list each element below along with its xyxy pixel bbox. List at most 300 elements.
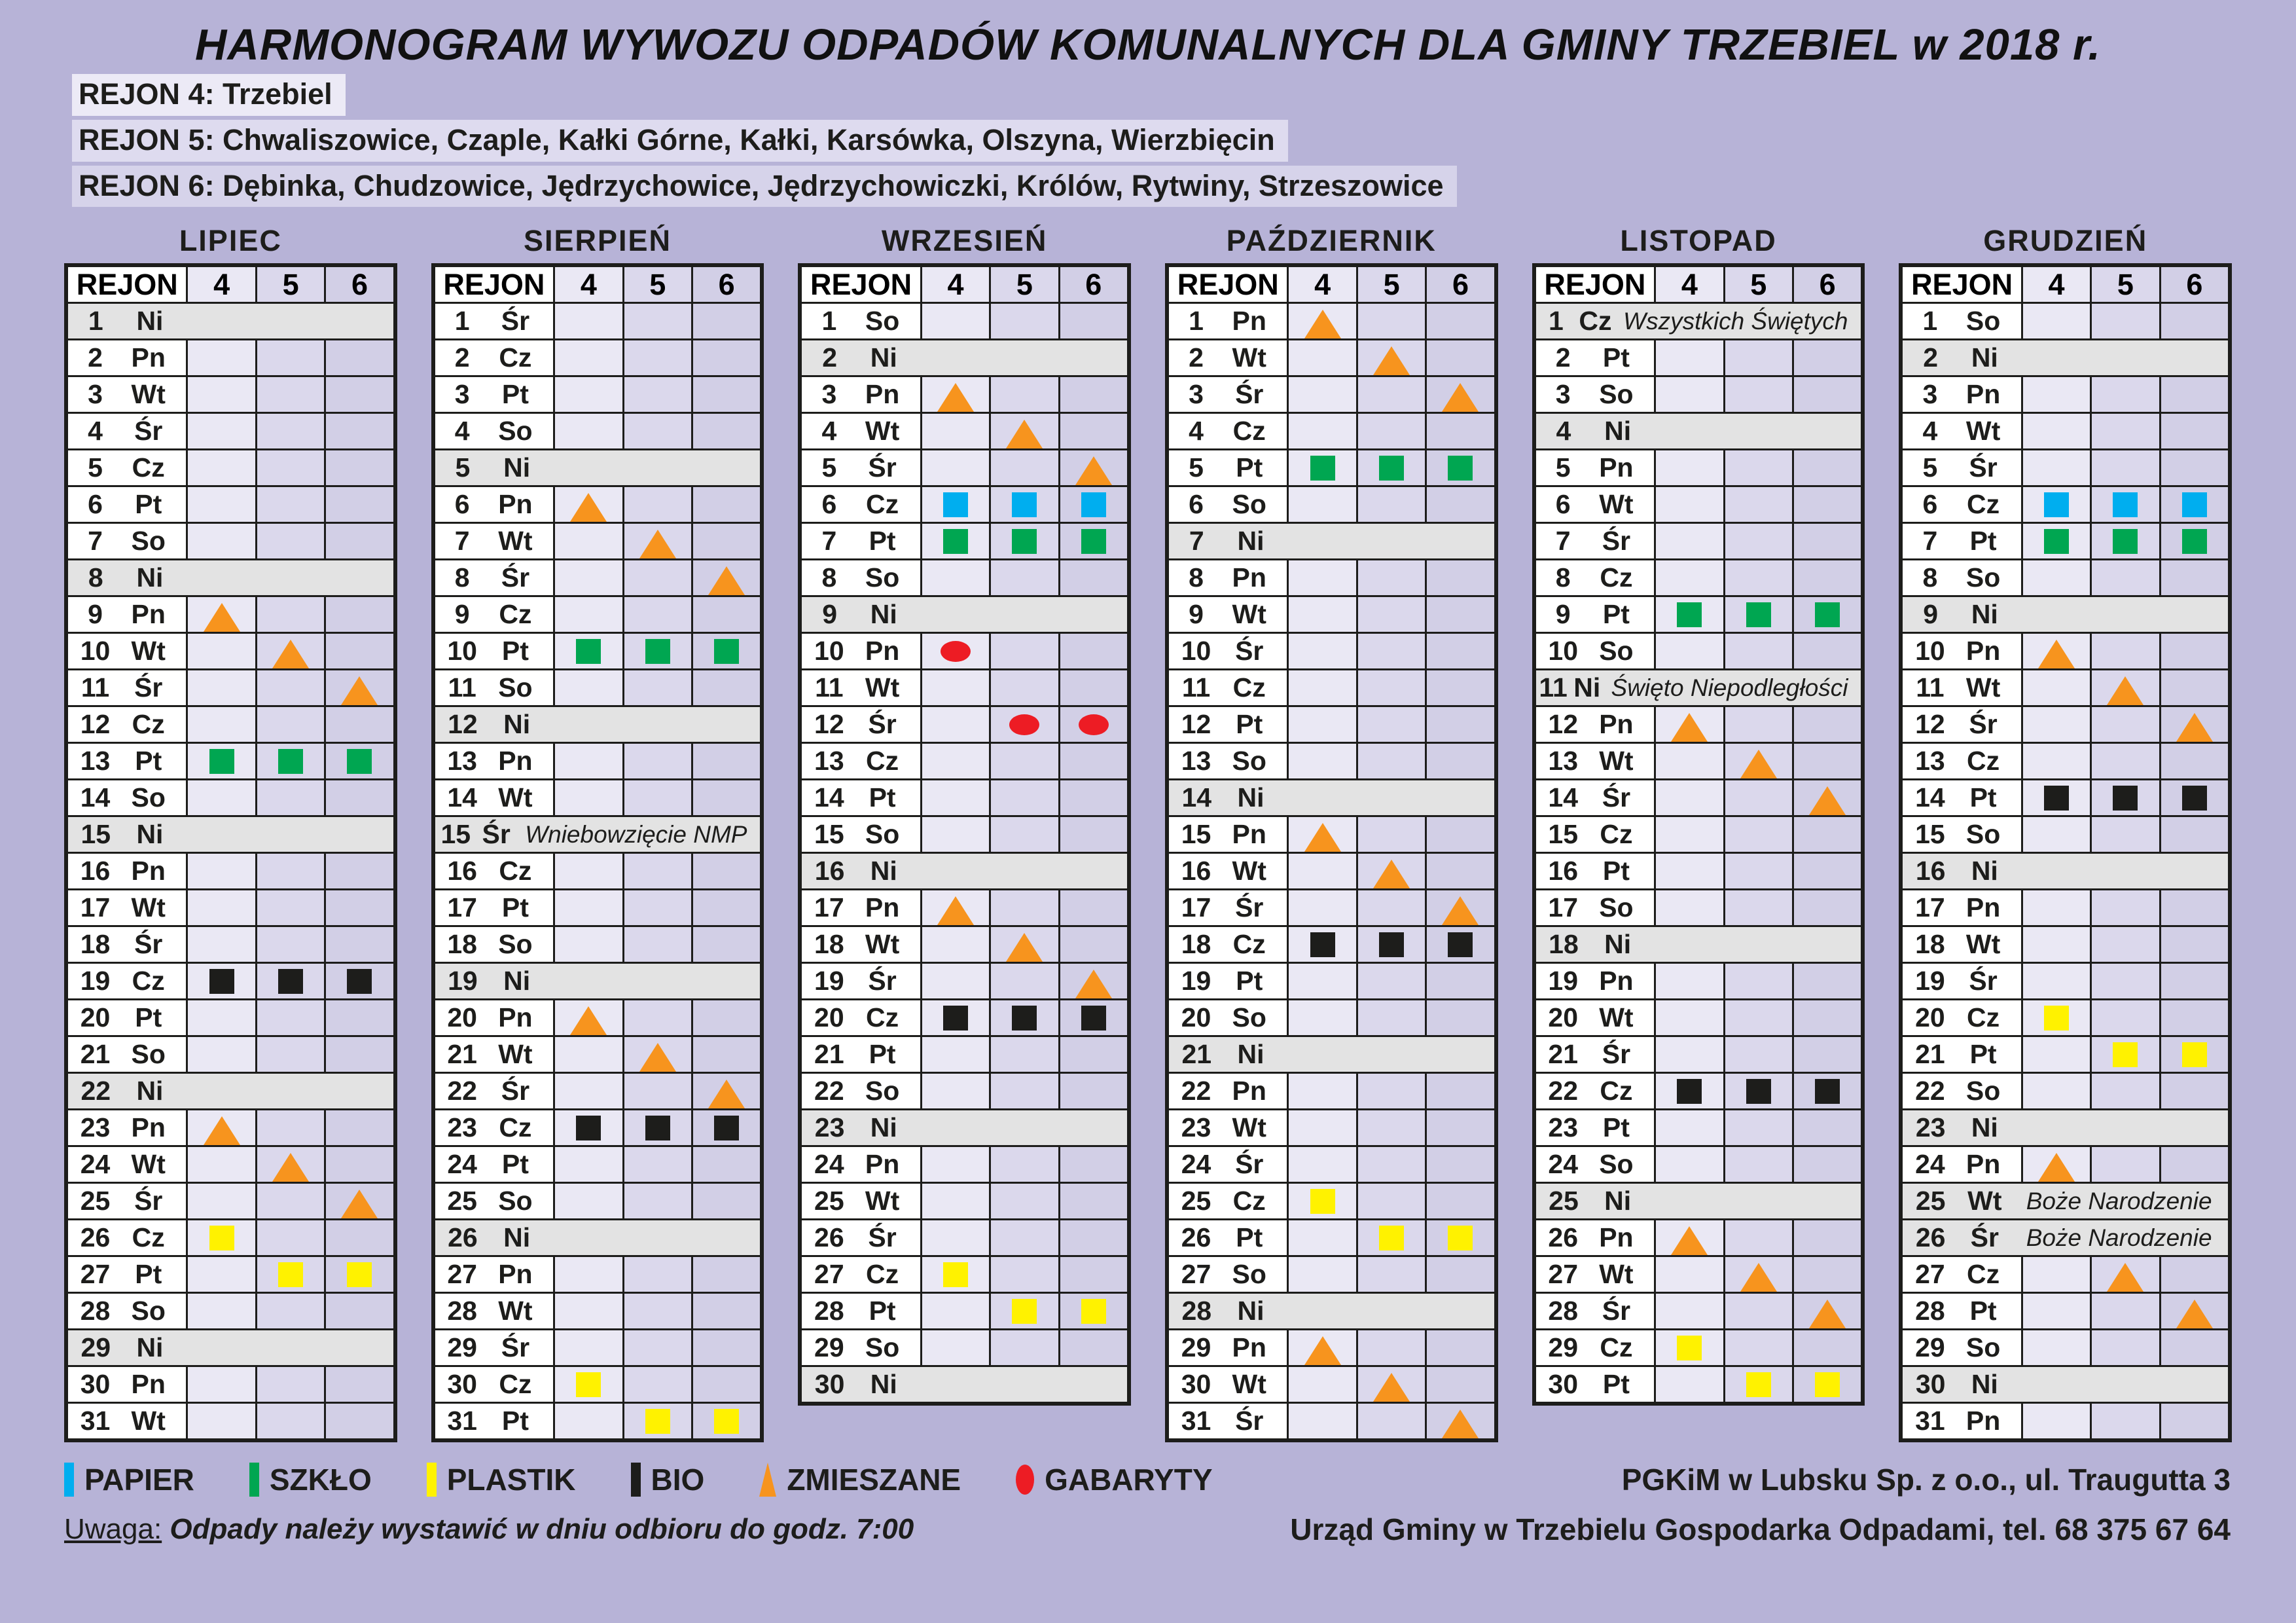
collection-cell-rejon-6: [2160, 523, 2230, 560]
day-number: 4: [821, 416, 837, 447]
day-row: [433, 743, 762, 780]
day-number: 23: [814, 1112, 845, 1143]
months-row: [64, 224, 2232, 1442]
day-label-cell: [1901, 926, 2022, 963]
day-number: 13: [1181, 746, 1211, 776]
sunday-row-cell: [66, 816, 395, 853]
collection-cell-rejon-5: [623, 560, 692, 596]
day-weekday: Cz: [1232, 672, 1266, 703]
collection-cell-rejon-4: [921, 670, 990, 706]
day-number: 5: [821, 452, 837, 483]
day-label-cell: [1534, 963, 1655, 1000]
collection-cell-rejon-4: [187, 1256, 256, 1293]
day-number: 11: [1916, 672, 1945, 703]
collection-cell-rejon-4: [554, 486, 623, 523]
day-row: [1167, 1073, 1496, 1110]
day-number: 9: [1555, 599, 1571, 630]
collection-cell-rejon-5: [623, 596, 692, 633]
day-weekday: Pt: [1602, 1112, 1630, 1143]
collection-cell-rejon-4: [187, 596, 256, 633]
day-row: [1167, 706, 1496, 743]
day-weekday: Pt: [1236, 1222, 1263, 1253]
collection-cell-rejon-6: [325, 523, 395, 560]
day-weekday: Pn: [131, 1369, 166, 1400]
collection-cell-rejon-6: [692, 523, 762, 560]
collection-cell-rejon-5: [2091, 1256, 2160, 1293]
day-row: [66, 1403, 395, 1441]
day-label-cell: [433, 376, 554, 413]
day-weekday: Śr: [1602, 1296, 1631, 1326]
collection-cell-rejon-4: [1288, 486, 1357, 523]
collection-cell-rejon-5: [2091, 633, 2160, 670]
marker-zmieszane-triangle: [937, 383, 974, 412]
collection-cell-rejon-4: [1288, 926, 1357, 963]
day-number: 26: [1181, 1222, 1211, 1253]
collection-cell-rejon-6: [1793, 1146, 1863, 1183]
rejon-6-column-header: 6: [692, 265, 762, 303]
holiday-name: Boże Narodzenie: [2026, 1224, 2212, 1251]
day-weekday: Cz: [499, 1369, 532, 1400]
day-label-cell: [66, 523, 187, 560]
day-weekday: Ni: [1971, 1369, 1998, 1400]
day-weekday: Pt: [1236, 452, 1263, 483]
collection-cell-rejon-6: [325, 926, 395, 963]
day-weekday: Pn: [498, 1002, 533, 1033]
day-number: 22: [81, 1076, 111, 1106]
day-weekday: Pn: [1965, 379, 2001, 410]
collection-cell-rejon-4: [1655, 1293, 1724, 1330]
day-number: 25: [1915, 1186, 1946, 1216]
day-weekday: Śr: [1235, 1406, 1264, 1436]
marker-zmieszane-triangle: [1304, 1336, 1341, 1365]
collection-cell-rejon-5: [1357, 1220, 1426, 1256]
collection-cell-rejon-4: [2022, 450, 2090, 486]
day-label-cell: [1167, 1403, 1288, 1441]
region-4-line: [72, 74, 2296, 116]
day-label-cell: [1167, 1000, 1288, 1036]
day-number: 9: [454, 599, 470, 630]
day-label-cell: [1167, 853, 1288, 890]
day-weekday: Ni: [503, 709, 531, 740]
collection-cell-rejon-4: [187, 780, 256, 816]
collection-cell-rejon-5: [2091, 1036, 2160, 1073]
day-number: 18: [80, 929, 111, 960]
day-number: 21: [447, 1039, 477, 1070]
day-weekday: Śr: [868, 966, 897, 996]
day-label-cell: [66, 890, 187, 926]
day-label-cell: [800, 1183, 921, 1220]
rejon-4-column-header: 4: [921, 265, 990, 303]
collection-cell-rejon-6: [1059, 963, 1129, 1000]
collection-cell-rejon-5: [256, 963, 325, 1000]
day-weekday: Pn: [131, 342, 166, 373]
collection-cell-rejon-5: [990, 780, 1059, 816]
day-label-cell: [1167, 743, 1288, 780]
day-row: [1167, 1256, 1496, 1293]
collection-cell-rejon-4: [1288, 1256, 1357, 1293]
day-label: [1903, 1369, 2023, 1400]
collection-cell-rejon-6: [1059, 1220, 1129, 1256]
rejon-4-column-header: 4: [554, 265, 623, 303]
day-weekday: So: [1232, 746, 1266, 776]
header-row: [1534, 265, 1863, 303]
day-label-cell: [433, 1293, 554, 1330]
day-weekday: Cz: [1232, 416, 1266, 447]
collection-cell-rejon-6: [1793, 523, 1863, 560]
day-row: [800, 523, 1129, 560]
collection-cell-rejon-5: [623, 1330, 692, 1366]
day-number: 30: [447, 1369, 477, 1400]
collection-cell-rejon-6: [1426, 890, 1496, 926]
day-label-cell: [433, 926, 554, 963]
collection-cell-rejon-5: [256, 1000, 325, 1036]
collection-cell-rejon-5: [2091, 743, 2160, 780]
day-label-cell: [1901, 816, 2022, 853]
day-label-cell: [66, 743, 187, 780]
day-number: 27: [1915, 1259, 1945, 1290]
day-row: [66, 413, 395, 450]
marker-bio-square: [576, 1116, 601, 1140]
collection-cell-rejon-5: [1724, 376, 1793, 413]
collection-cell-rejon-4: [2022, 706, 2090, 743]
rejon-header-cell: REJON: [66, 265, 187, 303]
day-label-cell: [800, 1220, 921, 1256]
collection-cell-rejon-6: [1426, 1256, 1496, 1293]
collection-cell-rejon-6: [692, 1036, 762, 1073]
day-label-cell: [433, 1146, 554, 1183]
rejon-4-column-header: 4: [2022, 265, 2090, 303]
day-number: 31: [80, 1406, 111, 1436]
day-weekday: So: [131, 1039, 166, 1070]
collection-cell-rejon-6: [2160, 706, 2230, 743]
day-row: [66, 486, 395, 523]
collection-cell-rejon-5: [256, 743, 325, 780]
day-weekday: So: [498, 672, 533, 703]
sunday-row-cell: [1534, 670, 1863, 706]
collection-cell-rejon-5: [1357, 743, 1426, 780]
day-number: 6: [454, 489, 470, 520]
day-number: 3: [88, 379, 103, 410]
marker-bio-square: [2044, 786, 2069, 811]
day-row: [1534, 853, 1863, 890]
day-row: [66, 780, 395, 816]
day-row: [433, 853, 762, 890]
rejon-4-column-header: 4: [1288, 265, 1357, 303]
marker-szklo-square: [1012, 529, 1037, 554]
collection-cell-rejon-4: [1288, 560, 1357, 596]
day-weekday: Pt: [1236, 709, 1263, 740]
collection-cell-rejon-4: [1288, 1366, 1357, 1403]
marker-papier-square: [1081, 492, 1106, 517]
collection-cell-rejon-6: [1059, 890, 1129, 926]
marker-papier-square: [2044, 492, 2069, 517]
day-label: [68, 819, 188, 850]
day-label-cell: [433, 523, 554, 560]
day-number: 21: [1181, 1039, 1212, 1070]
marker-zmieszane-triangle: [2107, 1263, 2144, 1292]
collection-cell-rejon-6: [2160, 1330, 2230, 1366]
day-weekday: Ni: [503, 452, 531, 483]
sunday-row-cell: [433, 1220, 762, 1256]
marker-zmieszane-triangle: [1304, 823, 1341, 852]
collection-cell-rejon-6: [1793, 1256, 1863, 1293]
day-weekday: Cz: [1232, 1186, 1266, 1216]
collection-cell-rejon-5: [1724, 596, 1793, 633]
note-label: Uwaga:: [64, 1513, 162, 1546]
collection-cell-rejon-6: [1793, 340, 1863, 376]
day-label-cell: [66, 340, 187, 376]
day-weekday: Śr: [1970, 1222, 1999, 1253]
month-title: SIERPIEŃ: [523, 224, 672, 258]
day-number: 29: [81, 1332, 111, 1363]
day-weekday: Ni: [870, 1112, 897, 1143]
collection-cell-rejon-4: [921, 1036, 990, 1073]
marker-plastik-square: [943, 1262, 968, 1287]
day-row: [800, 963, 1129, 1000]
collection-cell-rejon-6: [1059, 1183, 1129, 1220]
collection-cell-rejon-4: [921, 486, 990, 523]
day-weekday: Cz: [866, 489, 899, 520]
collection-cell-rejon-4: [1655, 1330, 1724, 1366]
day-weekday: Śr: [1235, 636, 1264, 666]
collection-cell-rejon-6: [692, 743, 762, 780]
day-row: [66, 1036, 395, 1073]
collection-cell-rejon-4: [554, 1403, 623, 1441]
collection-cell-rejon-4: [1655, 890, 1724, 926]
marker-plastik-square: [278, 1262, 303, 1287]
day-row: [1901, 523, 2230, 560]
collection-cell-rejon-5: [1357, 486, 1426, 523]
day-label-cell: [66, 706, 187, 743]
day-weekday: Cz: [1600, 1076, 1633, 1106]
collection-cell-rejon-4: [187, 486, 256, 523]
marker-szklo-square: [2182, 529, 2207, 554]
day-weekday: So: [131, 782, 166, 813]
region-6-line: [72, 166, 2296, 208]
day-label: [435, 819, 526, 850]
collection-cell-rejon-5: [256, 1110, 325, 1146]
day-number: 23: [1915, 1112, 1946, 1143]
collection-cell-rejon-4: [187, 743, 256, 780]
collection-cell-rejon-6: [1793, 853, 1863, 890]
day-number: 12: [1548, 709, 1578, 740]
collection-cell-rejon-4: [1288, 1403, 1357, 1441]
day-row: [1167, 596, 1496, 633]
collection-cell-rejon-5: [1724, 1330, 1793, 1366]
day-number: 4: [1922, 416, 1938, 447]
collection-cell-rejon-4: [921, 1000, 990, 1036]
day-number: 21: [80, 1039, 111, 1070]
day-row: [433, 596, 762, 633]
collection-cell-rejon-5: [2091, 926, 2160, 963]
collection-cell-rejon-4: [1288, 633, 1357, 670]
day-weekday: Pt: [1236, 966, 1263, 996]
day-number: 12: [80, 709, 111, 740]
day-number: 12: [1915, 709, 1945, 740]
collection-cell-rejon-5: [1357, 890, 1426, 926]
collection-cell-rejon-6: [1426, 1110, 1496, 1146]
day-row: [1167, 560, 1496, 596]
sunday-row-cell: [800, 340, 1129, 376]
day-number: 2: [454, 342, 470, 373]
sunday-row-cell: [1167, 780, 1496, 816]
marker-plastik-square: [1012, 1299, 1037, 1324]
collection-cell-rejon-4: [1288, 1000, 1357, 1036]
day-row: [1901, 340, 2230, 376]
collection-cell-rejon-5: [990, 1330, 1059, 1366]
day-label: [802, 342, 922, 373]
day-row: [800, 1036, 1129, 1073]
collection-cell-rejon-5: [2091, 376, 2160, 413]
collection-cell-rejon-5: [2091, 486, 2160, 523]
collection-cell-rejon-6: [1059, 523, 1129, 560]
day-label-cell: [1901, 523, 2022, 560]
collection-cell-rejon-5: [990, 743, 1059, 780]
collection-cell-rejon-4: [1655, 1000, 1724, 1036]
day-number: 15: [81, 819, 111, 850]
collection-cell-rejon-5: [256, 1036, 325, 1073]
collection-cell-rejon-5: [623, 1146, 692, 1183]
day-weekday: Wt: [1967, 1186, 2002, 1216]
day-row: [433, 926, 762, 963]
collection-cell-rejon-4: [554, 413, 623, 450]
day-label-cell: [1534, 890, 1655, 926]
day-label-cell: [433, 1073, 554, 1110]
marker-zmieszane-triangle: [2038, 1153, 2075, 1182]
day-row: [433, 1366, 762, 1403]
day-label-cell: [1534, 1146, 1655, 1183]
day-label-cell: [1901, 1293, 2022, 1330]
collection-cell-rejon-4: [921, 1183, 990, 1220]
day-row: [800, 1000, 1129, 1036]
day-row: [1901, 1293, 2230, 1330]
day-label-cell: [1534, 633, 1655, 670]
collection-cell-rejon-6: [1059, 486, 1129, 523]
collection-cell-rejon-6: [1426, 1330, 1496, 1366]
day-label-cell: [1901, 1073, 2022, 1110]
collection-cell-rejon-4: [2022, 926, 2090, 963]
sunday-row-cell: [800, 596, 1129, 633]
day-number: 7: [1555, 526, 1571, 556]
marker-zmieszane-triangle: [1075, 456, 1112, 485]
day-row: [1534, 596, 1863, 633]
day-number: 16: [814, 856, 845, 886]
day-weekday: Cz: [866, 746, 899, 776]
day-label-cell: [1901, 963, 2022, 1000]
day-row: [1901, 1073, 2230, 1110]
day-weekday: Wt: [131, 379, 166, 410]
collection-cell-rejon-4: [1288, 1146, 1357, 1183]
collection-cell-rejon-4: [187, 450, 256, 486]
day-number: 12: [448, 709, 478, 740]
legend-item-zmieszane: [759, 1462, 961, 1497]
day-label-cell: [433, 596, 554, 633]
day-row: [1901, 1403, 2230, 1441]
day-row: [66, 1110, 395, 1146]
pickup-note: [64, 1513, 914, 1546]
marker-zmieszane-triangle: [1740, 750, 1777, 778]
day-weekday: So: [1965, 306, 2001, 337]
marker-plastik-square: [1081, 1299, 1106, 1324]
collection-cell-rejon-6: [1059, 303, 1129, 340]
day-weekday: Pn: [1599, 452, 1634, 483]
day-label: [1903, 1112, 2023, 1143]
collection-cell-rejon-5: [1724, 963, 1793, 1000]
collection-cell-rejon-6: [2160, 743, 2230, 780]
day-weekday: Ni: [136, 1332, 164, 1363]
collection-cell-rejon-5: [256, 1146, 325, 1183]
sunday-row-cell: [800, 1366, 1129, 1404]
day-weekday: Wt: [498, 1039, 533, 1070]
day-number: 24: [1548, 1149, 1578, 1180]
rejon-5-column-header: 5: [1357, 265, 1426, 303]
collection-cell-rejon-6: [2160, 633, 2230, 670]
collection-cell-rejon-5: [2091, 1146, 2160, 1183]
collection-cell-rejon-4: [554, 1256, 623, 1293]
day-row: [800, 376, 1129, 413]
collection-cell-rejon-5: [2091, 560, 2160, 596]
day-weekday: Śr: [134, 929, 163, 960]
day-weekday: Pt: [1602, 599, 1630, 630]
marker-bio-square: [1677, 1079, 1702, 1104]
day-row: [1167, 1146, 1496, 1183]
marker-zmieszane-triangle: [708, 1080, 745, 1108]
rejon-5-column-header: 5: [256, 265, 325, 303]
collection-cell-rejon-5: [1357, 1183, 1426, 1220]
day-weekday: Wt: [1599, 489, 1634, 520]
day-label-cell: [1534, 486, 1655, 523]
day-weekday: Pn: [1965, 636, 2001, 666]
day-label-cell: [1901, 376, 2022, 413]
day-label: [435, 966, 556, 996]
legend-item-szklo: [249, 1462, 372, 1497]
collection-cell-rejon-6: [1793, 706, 1863, 743]
collection-cell-rejon-5: [1724, 1146, 1793, 1183]
sunday-row-cell: [66, 1073, 395, 1110]
day-number: 16: [1915, 856, 1946, 886]
day-row: [433, 560, 762, 596]
collection-cell-rejon-5: [623, 633, 692, 670]
day-row: [800, 853, 1129, 890]
day-weekday: Ni: [1573, 672, 1601, 703]
footer: [64, 1462, 2231, 1547]
collection-cell-rejon-5: [1724, 1110, 1793, 1146]
day-label: [1169, 526, 1289, 556]
collection-cell-rejon-5: [1357, 596, 1426, 633]
day-row: [1534, 523, 1863, 560]
day-label-cell: [800, 523, 921, 560]
day-number: 23: [80, 1112, 111, 1143]
collection-cell-rejon-4: [921, 1146, 990, 1183]
collection-cell-rejon-4: [554, 1073, 623, 1110]
day-row: [66, 596, 395, 633]
collection-cell-rejon-6: [325, 340, 395, 376]
collection-cell-rejon-6: [1059, 1073, 1129, 1110]
day-number: 2: [1555, 342, 1571, 373]
sunday-row-cell: [433, 450, 762, 486]
day-weekday: Cz: [132, 966, 165, 996]
marker-zmieszane-triangle: [204, 603, 240, 632]
month-6: [1899, 224, 2232, 1442]
collection-cell-rejon-4: [2022, 376, 2090, 413]
header-row: [800, 265, 1129, 303]
collection-cell-rejon-6: [1793, 1293, 1863, 1330]
day-label-cell: [1167, 1183, 1288, 1220]
day-row: [1167, 890, 1496, 926]
day-row: [433, 1220, 762, 1256]
day-number: 6: [821, 489, 837, 520]
day-number: 8: [1189, 562, 1204, 593]
